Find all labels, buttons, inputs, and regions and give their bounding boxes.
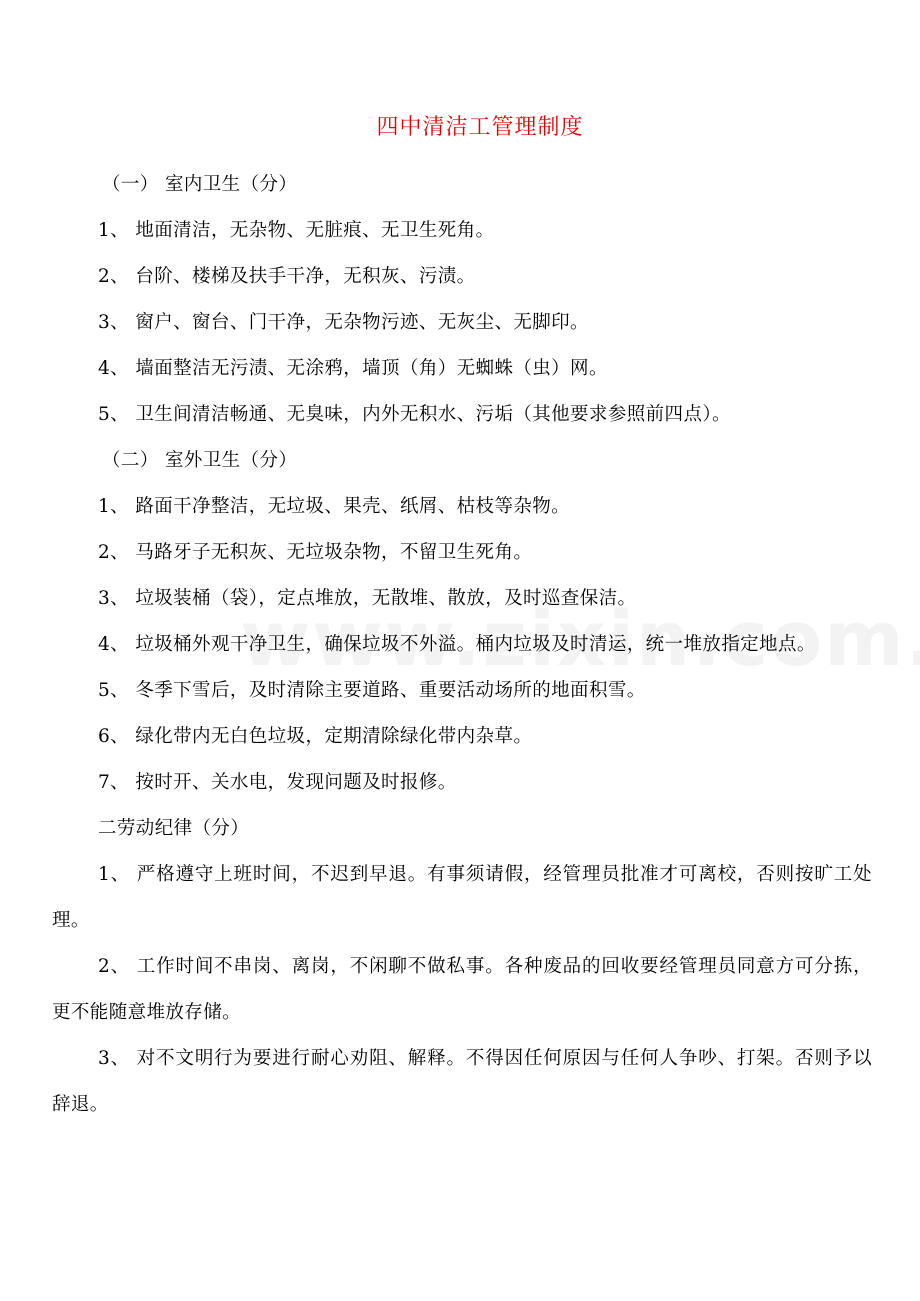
list-item: 2、 工作时间不串岗、离岗，不闲聊不做私事。各种废品的回收要经管理员同意方可分拣，更不能随意堆放存储。	[52, 956, 872, 1023]
list-item: 1、 地面清洁，无杂物、无脏痕、无卫生死角。	[98, 220, 495, 241]
section-heading-indoor: （一） 室内卫生（分）	[102, 174, 298, 195]
list-item: 5、 冬季下雪后，及时清除主要道路、重要活动场所的地面积雪。	[98, 680, 646, 701]
document-body	[52, 162, 872, 1128]
list-item: 1、 严格遵守上班时间，不迟到早退。有事须请假，经管理员批准才可离校，否则按旷工处理。	[52, 864, 872, 931]
list-item: 2、 台阶、楼梯及扶手干净，无积灰、污渍。	[98, 266, 476, 287]
list-item: 7、 按时开、关水电，发现问题及时报修。	[98, 772, 457, 793]
list-item: 2、 马路牙子无积灰、无垃圾杂物，不留卫生死角。	[98, 542, 533, 563]
list-item: 3、 对不文明行为要进行耐心劝阻、解释。不得因任何原因与任何人争吵、打架。否则予以辞退。	[52, 1048, 872, 1115]
list-item: 5、 卫生间清洁畅通、无臭味，内外无积水、污垢（其他要求参照前四点）。	[98, 404, 731, 425]
list-item: 1、 路面干净整洁，无垃圾、果壳、纸屑、枯枝等杂物。	[98, 496, 571, 517]
section-heading-discipline: 二劳动纪律（分）	[98, 818, 250, 839]
list-item: 6、 绿化带内无白色垃圾，定期清除绿化带内杂草。	[98, 726, 533, 747]
list-item: 4、 垃圾桶外观干净卫生，确保垃圾不外溢。桶内垃圾及时清运，统一堆放指定地点。	[98, 634, 816, 655]
document-title: 四中清洁工管理制度	[376, 115, 584, 140]
list-item: 4、 墙面整洁无污渍、无涂鸦，墙顶（角）无蜘蛛（虫）网。	[98, 358, 608, 379]
section-heading-outdoor: （二） 室外卫生（分）	[102, 450, 298, 471]
list-item: 3、 窗户、窗台、门干净，无杂物污迹、无灰尘、无脚印。	[98, 312, 589, 333]
list-item: 3、 垃圾装桶（袋），定点堆放，无散堆、散放，及时巡查保洁。	[98, 588, 637, 609]
